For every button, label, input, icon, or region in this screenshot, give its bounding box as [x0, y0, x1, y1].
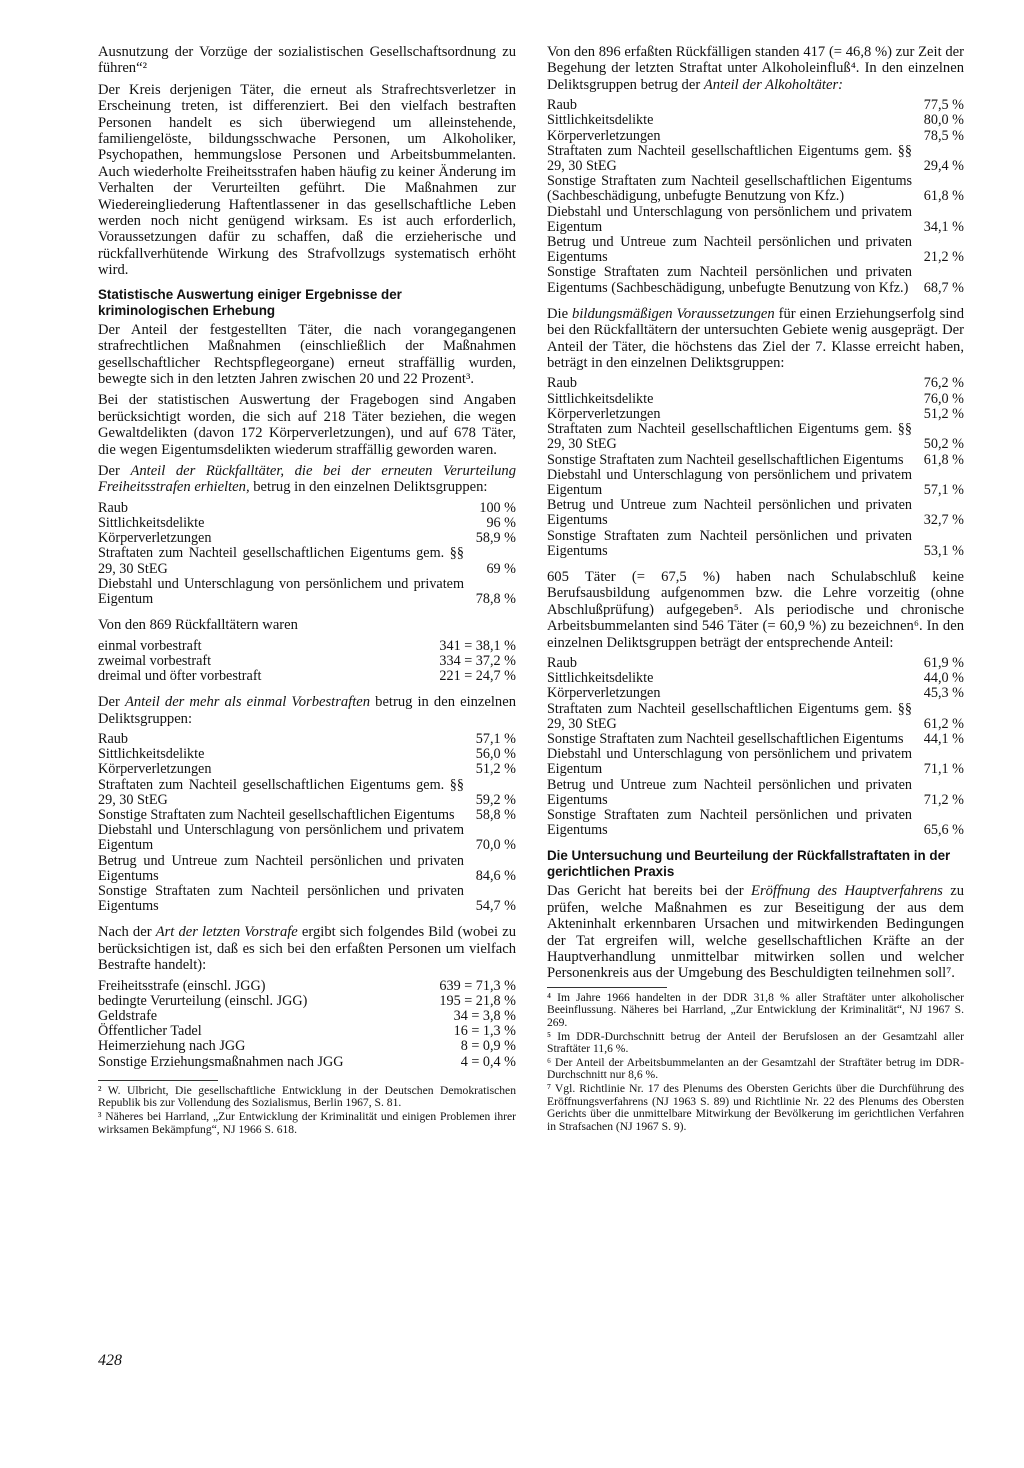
row-value: 57,1 %: [475, 731, 516, 747]
row-value: 77,5 %: [923, 97, 964, 114]
table-row: [547, 529, 964, 559]
section-heading: Die Untersuchung und Beurteilung der Rückfallstraftaten in der gerichtlichen Praxis: [547, 848, 951, 880]
table-row: [547, 702, 964, 732]
paragraph: Von den 869 Rückfalltätern waren: [98, 617, 298, 634]
footnote: ⁴ Im Jahre 1966 handelten in der DDR 31,8 % aller Straftäter unter alkoholischer Beeinflussung. Näheres bei Harrland, „Zur Entwicklung der Kriminalität“, NJ 1967 S. 269.: [547, 990, 964, 1030]
table-row: [98, 732, 516, 747]
stats-table: [547, 656, 964, 838]
table-row: [547, 113, 964, 128]
row-label: Betrug und Untreue zum Nachteil persönlichen und privaten Eigentums: [547, 234, 912, 266]
row-label: Raub: [98, 731, 128, 747]
table-row: [98, 762, 516, 777]
row-label: Diebstahl und Unterschlagung von persönlichem und privatem Eigentum: [98, 575, 464, 607]
row-label: Körperverletzungen: [547, 685, 661, 702]
row-label: Betrug und Untreue zum Nachteil persönlichen und privaten Eigentums: [98, 852, 464, 884]
row-value: 8 = 0,9 %: [460, 1038, 516, 1055]
stats-table: [98, 732, 516, 914]
row-label: dreimal und öfter vorbestraft: [98, 667, 262, 684]
row-value: 61,2 %: [923, 715, 964, 732]
row-label: einmal vorbestraft: [98, 637, 202, 654]
table-row: [98, 1009, 516, 1024]
table-row: [98, 778, 516, 808]
row-value: 100 %: [479, 499, 516, 516]
row-value: 70,0 %: [475, 837, 516, 854]
row-label: Straftaten zum Nachteil gesellschaftlichen Eigentums gem. §§ 29, 30 StEG: [547, 700, 912, 732]
table-row: [98, 1039, 516, 1054]
table-row: [547, 656, 964, 671]
paragraph: 605 Täter (= 67,5 %) haben nach Schulabschluß keine Berufsausbildung aufgenommen bzw. die Lehre vorzeitig (ohne Abschlußprüfung) aufgegeben⁵. Als periodische und chronische Arbeitsbummelanten sind 546 Täter (= 60,9 %) zu bezeichnen⁶. In den einzelnen Deliktsgruppen beträgt der entsprechende Anteil:: [547, 568, 964, 651]
footnote: ⁶ Der Anteil der Arbeitsbummelanten an der Gesamtzahl der Straftäter betrug im DDR-Durchschnitt nur 8,6 %.: [547, 1055, 964, 1082]
footnote-divider: [98, 1080, 218, 1081]
table-row: [547, 407, 964, 422]
row-value: 56,0 %: [475, 746, 516, 763]
row-value: 58,8 %: [475, 807, 516, 824]
paragraph: Bei der statistischen Auswertung der Fragebogen sind Angaben berücksichtigt worden, die sich auf 218 Täter beziehen, die wegen Gewaltdelikten (davon 172 Körperverletzungen), und auf 678 Täter, die wegen Eigentumsdelikten wiederum straffällig geworden waren.: [98, 392, 516, 458]
table-row: [98, 823, 516, 853]
row-label: Körperverletzungen: [547, 405, 661, 422]
row-label: Sonstige Straftaten zum Nachteil persönlichen und privaten Eigentums (Sachbeschädigung, unbefugte Benutzung von Kfz.): [547, 264, 912, 296]
row-label: Betrug und Untreue zum Nachteil persönlichen und privaten Eigentums: [547, 497, 912, 529]
row-label: Betrug und Untreue zum Nachteil persönlichen und privaten Eigentums: [547, 776, 912, 808]
row-label: Heimerziehung nach JGG: [98, 1038, 246, 1055]
row-value: 65,6 %: [923, 822, 964, 839]
row-value: 59,2 %: [475, 791, 516, 808]
row-label: Sonstige Straftaten zum Nachteil persönlichen und privaten Eigentums: [98, 883, 464, 915]
table-row: [547, 732, 964, 747]
row-value: 68,7 %: [923, 279, 964, 296]
row-value: 21,2 %: [923, 249, 964, 266]
table-row: [547, 144, 964, 174]
row-label: Körperverletzungen: [98, 761, 212, 778]
table-row: [98, 884, 516, 914]
row-value: 51,2 %: [475, 761, 516, 778]
row-label: Freiheitsstrafe (einschl. JGG): [98, 977, 266, 994]
paragraph: Der Anteil der mehr als einmal Vorbestraften betrug in den einzelnen Deliktsgruppen:: [98, 694, 516, 727]
table-row: [98, 854, 516, 884]
table-row: [547, 205, 964, 235]
row-label: Geldstrafe: [98, 1008, 158, 1025]
row-value: 45,3 %: [923, 685, 964, 702]
row-value: 341 = 38,1 %: [439, 637, 516, 654]
row-label: Sonstige Straftaten zum Nachteil persönlichen und privaten Eigentums: [547, 527, 912, 559]
row-label: Körperverletzungen: [547, 127, 661, 144]
row-value: 4 = 0,4 %: [460, 1053, 516, 1070]
paragraph: Die bildungsmäßigen Voraussetzungen für einen Erziehungserfolg sind bei den Rückfalltätern der untersuchten Gebiete wenig ausgeprägt. Der Anteil der Täter, die höchstens das Ziel der 7. Klasse erreicht haben, beträgt in den einzelnen Deliktsgruppen:: [547, 305, 964, 372]
row-label: Sonstige Erziehungsmaßnahmen nach JGG: [98, 1053, 344, 1070]
table-row: [547, 808, 964, 838]
row-label: Sonstige Straftaten zum Nachteil persönlichen und privaten Eigentums: [547, 806, 912, 839]
row-value: 29,4 %: [923, 158, 964, 175]
table-row: [547, 174, 964, 204]
table-row: [98, 669, 516, 684]
table-row: [547, 453, 964, 468]
table-row: [98, 639, 516, 654]
row-value: 76,2 %: [923, 375, 964, 392]
row-label: Sittlichkeitsdelikte: [98, 514, 205, 531]
row-label: Sonstige Straftaten zum Nachteil gesellschaftlichen Eigentums (Sachbeschädigung, unbefugte Benutzung von Kfz.): [547, 173, 912, 205]
row-label: Körperverletzungen: [98, 530, 212, 547]
table-row: [547, 98, 964, 113]
table-row: [98, 516, 516, 531]
row-label: Raub: [547, 654, 577, 671]
row-value: 221 = 24,7 %: [439, 667, 516, 684]
row-value: 96 %: [486, 514, 516, 531]
table-row: [98, 546, 516, 576]
stats-table: [98, 979, 516, 1070]
row-label: Sonstige Straftaten zum Nachteil gesellschaftlichen Eigentums: [547, 730, 904, 747]
row-label: Sittlichkeitsdelikte: [547, 390, 654, 407]
right-column: [547, 44, 964, 1134]
row-value: 61,9 %: [923, 654, 964, 671]
footnote: ⁷ Vgl. Richtlinie Nr. 17 des Plenums des Obersten Gerichts über die Durchführung des Eröffnungsverfahrens (NJ 1963 S. 89) und Richtlinie Nr. 22 des Plenums des Obersten Gerichts über die unmittelbare Mitwirkung der Bevölkerung im gerichtlichen Verfahren in Strafsachen (NJ 1967 S. 9).: [547, 1081, 964, 1133]
row-label: Diebstahl und Unterschlagung von persönlichem und privatem Eigentum: [547, 203, 912, 235]
paragraph: Das Gericht hat bereits bei der Eröffnung des Hauptverfahrens zu prüfen, welche Maßnahmen es zur Beseitigung der aus dem Akteninhalt erkennbaren Ursachen und mitwirkenden Bedingungen der Tat ergreifen will, welche gesellschaftlichen Kräfte an der Hauptverhandlung unmittelbar mitwirken sollen und welcher Personenkreis aus der Umgebung des Beschuldigten teilnehmen soll⁷.: [547, 883, 964, 982]
table-row: [98, 1024, 516, 1039]
row-label: Sittlichkeitsdelikte: [98, 746, 205, 763]
table-row: [547, 498, 964, 528]
table-row: [547, 686, 964, 701]
row-value: 54,7 %: [475, 898, 516, 915]
row-label: Sonstige Straftaten zum Nachteil gesellschaftlichen Eigentums: [547, 451, 904, 468]
paragraph: Der Anteil der festgestellten Täter, die nach vorangegangenen strafrechtlichen Maßnahmen (einschließlich der Maßnahmen gesellschaftlicher Rechtspflegeorgane) erneut straffällig wurden, bewegte sich in den letzten Jahren zwischen 20 und 22 Prozent³.: [98, 321, 516, 387]
table-row: [98, 747, 516, 762]
table-row: [98, 501, 516, 516]
row-label: Straftaten zum Nachteil gesellschaftlichen Eigentums gem. §§ 29, 30 StEG: [547, 142, 912, 175]
footnote-divider: [547, 987, 667, 988]
row-value: 34 = 3,8 %: [453, 1008, 516, 1025]
row-label: bedingte Verurteilung (einschl. JGG): [98, 992, 308, 1009]
stats-table: [547, 98, 964, 296]
table-row: [98, 979, 516, 994]
stats-table: [98, 501, 516, 607]
table-row: [547, 129, 964, 144]
table-row: [547, 468, 964, 498]
row-label: Diebstahl und Unterschlagung von persönlichem und privatem Eigentum: [547, 746, 912, 778]
row-value: 84,6 %: [475, 867, 516, 884]
table-row: [547, 265, 964, 295]
footnote: ⁵ Im DDR-Durchschnitt betrug der Anteil der Berufslosen an der Gesamtzahl aller Straftäter 11,6 %.: [547, 1029, 964, 1056]
row-label: Raub: [547, 97, 577, 114]
table-row: [98, 808, 516, 823]
row-value: 71,2 %: [923, 791, 964, 808]
table-row: [98, 654, 516, 669]
row-value: 80,0 %: [923, 112, 964, 129]
table-row: [98, 531, 516, 546]
row-label: Straftaten zum Nachteil gesellschaftlichen Eigentums gem. §§ 29, 30 StEG: [98, 545, 464, 577]
paragraph: Der Kreis derjenigen Täter, die erneut als Strafrechtsverletzer in Erscheinung treten, ist differenziert. Bei den vielfach bestraften Personen handelt es sich überwiegend um alleinstehende, familiengelöste, bildungsschwache Personen, um Alkoholiker, Psychopathen, hemmungslose Personen und Arbeitsbummelanten. Auch wiederholte Freiheitsstrafen haben häufig zu keiner Änderung im Verhalten der Verurteilten geführt. Die Maßnahmen zur Wiedereingliederung Haftentlassener in das gesellschaftliche Leben werden noch nicht genügend wirksam. Es ist auch erforderlich, Voraussetzungen dafür zu schaffen, daß die erzieherische und rückfallverhütende Wirkung des Strafvollzugs systematisch erhöht wird.: [98, 81, 516, 279]
table-row: [98, 577, 516, 607]
row-label: Straftaten zum Nachteil gesellschaftlichen Eigentums gem. §§ 29, 30 StEG: [547, 421, 912, 453]
table-row: [98, 1055, 516, 1070]
table-row: [98, 994, 516, 1009]
row-value: 57,1 %: [923, 481, 964, 498]
table-row: [547, 747, 964, 777]
row-value: 195 = 21,8 %: [439, 992, 516, 1009]
row-value: 58,9 %: [475, 530, 516, 547]
paragraph: Ausnutzung der Vorzüge der sozialistischen Gesellschaftsordnung zu führen“²: [98, 44, 516, 77]
row-value: 50,2 %: [923, 436, 964, 453]
row-label: Sittlichkeitsdelikte: [547, 112, 654, 129]
row-value: 61,8 %: [923, 188, 964, 205]
row-value: 76,0 %: [923, 390, 964, 407]
row-value: 32,7 %: [923, 512, 964, 529]
row-value: 34,1 %: [923, 218, 964, 235]
row-value: 53,1 %: [923, 542, 964, 559]
footnote: ² W. Ulbricht, Die gesellschaftliche Entwicklung in der Deutschen Demokratischen Republik bis zur Vollendung des Sozialismus, Berlin 1967, S. 81.: [98, 1083, 516, 1110]
row-label: zweimal vorbestraft: [98, 652, 212, 669]
row-value: 51,2 %: [923, 405, 964, 422]
row-label: Raub: [547, 375, 577, 392]
paragraph: Nach der Art der letzten Vorstrafe ergibt sich folgendes Bild (wobei zu berücksichtigen ist, daß es sich bei den erfaßten Personen um vielfach Bestrafte handelt):: [98, 924, 516, 974]
row-value: 78,5 %: [923, 127, 964, 144]
row-label: Öffentlicher Tadel: [98, 1023, 202, 1040]
table-row: [547, 392, 964, 407]
row-value: 44,0 %: [923, 670, 964, 687]
row-value: 16 = 1,3 %: [453, 1023, 516, 1040]
paragraph: Von den 896 erfaßten Rückfälligen standen 417 (= 46,8 %) zur Zeit der Begehung der letzten Straftat unter Alkoholeinfluß⁴. In den einzelnen Deliktsgruppen betrug der Anteil der Alkoholtäter:: [547, 44, 964, 93]
table-row: [547, 671, 964, 686]
row-label: Sittlichkeitsdelikte: [547, 670, 654, 687]
row-value: 44,1 %: [923, 730, 964, 747]
row-value: 61,8 %: [923, 451, 964, 468]
table-row: [547, 422, 964, 452]
page-number: 428: [98, 1352, 122, 1369]
left-column: [98, 44, 516, 1137]
stats-table: [547, 376, 964, 558]
row-label: Sonstige Straftaten zum Nachteil gesellschaftlichen Eigentums: [98, 807, 455, 824]
row-value: 334 = 37,2 %: [439, 652, 516, 669]
row-label: Diebstahl und Unterschlagung von persönlichem und privatem Eigentum: [98, 822, 464, 854]
table-row: [547, 376, 964, 391]
row-label: Raub: [98, 499, 128, 516]
row-value: 71,1 %: [923, 761, 964, 778]
row-value: 69 %: [486, 560, 516, 577]
row-value: 78,8 %: [475, 590, 516, 607]
section-heading: Statistische Auswertung einiger Ergebnisse der kriminologischen Erhebung: [98, 286, 402, 318]
paragraph: Der Anteil der Rückfalltäter, die bei der erneuten Verurteilung Freiheitsstrafen erhielten, betrug in den einzelnen Deliktsgruppen:: [98, 462, 516, 496]
row-label: Diebstahl und Unterschlagung von persönlichem und privatem Eigentum: [547, 466, 912, 498]
row-label: Straftaten zum Nachteil gesellschaftlichen Eigentums gem. §§ 29, 30 StEG: [98, 776, 464, 808]
footnote: ³ Näheres bei Harrland, „Zur Entwicklung der Kriminalität und einigen Problemen ihrer wirksamen Bekämpfung“, NJ 1966 S. 618.: [98, 1110, 516, 1136]
table-row: [547, 235, 964, 265]
table-row: [547, 778, 964, 808]
row-value: 639 = 71,3 %: [439, 977, 516, 994]
stats-table: [98, 639, 516, 685]
